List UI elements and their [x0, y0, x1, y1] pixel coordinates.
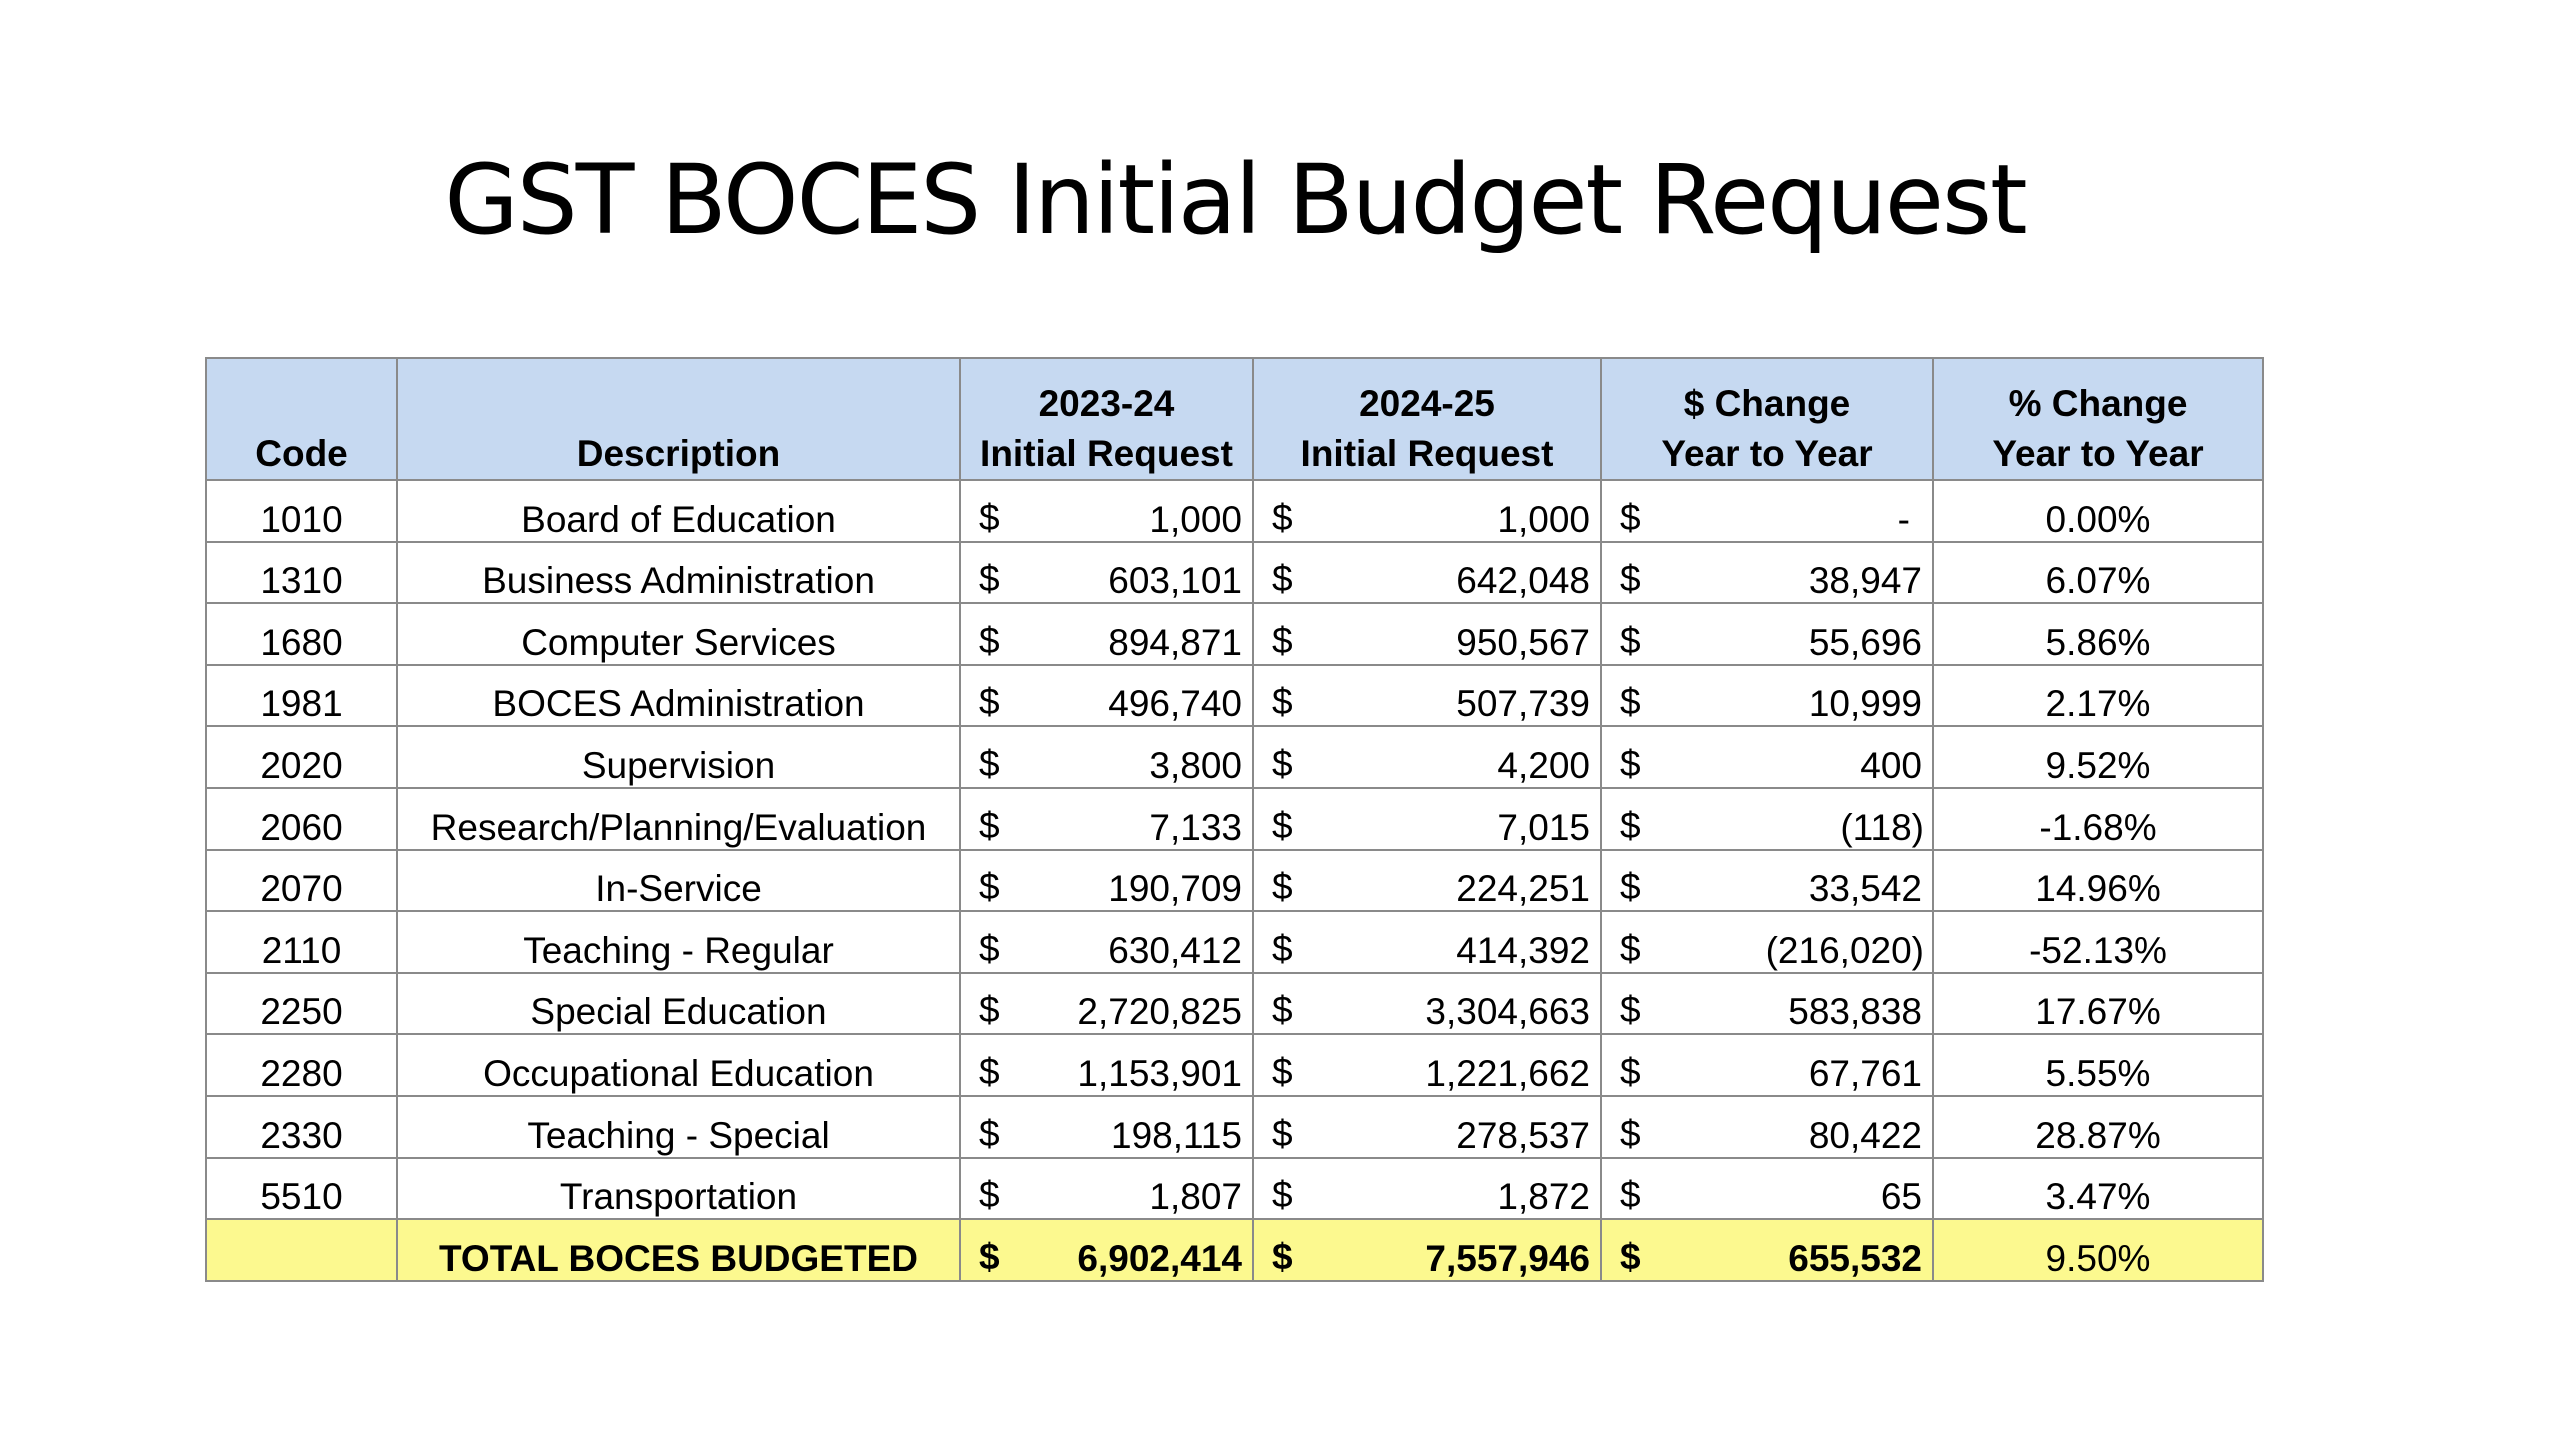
- cell-2023-24-value: 198,115: [1111, 1114, 1242, 1156]
- cell-percent-change: 5.86%: [1933, 603, 2263, 665]
- header-dollar-change: $ Change Year to Year: [1601, 358, 1933, 480]
- cell-code: 2110: [206, 911, 397, 973]
- cell-2024-25-value: 1,221,662: [1425, 1052, 1590, 1094]
- cell-dollar-change-value: 67,761: [1808, 1052, 1922, 1094]
- cell-2024-25-value: 1,872: [1497, 1176, 1590, 1218]
- currency-symbol: $: [979, 927, 1000, 969]
- cell-code: [206, 1219, 397, 1281]
- cell-2024-25: [1253, 665, 1601, 727]
- table-row: [206, 1096, 2263, 1158]
- table-row: [206, 480, 2263, 542]
- currency-symbol: $: [1272, 619, 1293, 661]
- cell-code: 2250: [206, 973, 397, 1035]
- cell-2024-25-value: 3,304,663: [1425, 991, 1590, 1033]
- currency-symbol: $: [1620, 804, 1641, 846]
- cell-2024-25: [1253, 850, 1601, 912]
- cell-percent-change: 6.07%: [1933, 542, 2263, 604]
- currency-symbol: $: [979, 619, 1000, 661]
- cell-dollar-change: [1601, 911, 1933, 973]
- currency-symbol: $: [979, 1174, 1000, 1216]
- currency-symbol: $: [1620, 1112, 1641, 1154]
- cell-dollar-change: [1601, 480, 1933, 542]
- currency-symbol: $: [1272, 558, 1293, 600]
- cell-percent-change: 9.50%: [1933, 1219, 2263, 1281]
- cell-code: 1310: [206, 542, 397, 604]
- cell-description: Occupational Education: [397, 1034, 960, 1096]
- currency-symbol: $: [1272, 1112, 1293, 1154]
- cell-percent-change: 0.00%: [1933, 480, 2263, 542]
- cell-2024-25: [1253, 1158, 1601, 1220]
- currency-symbol: $: [979, 742, 1000, 784]
- cell-dollar-change: [1601, 603, 1933, 665]
- currency-symbol: $: [979, 1050, 1000, 1092]
- cell-2024-25-value: 278,537: [1456, 1114, 1590, 1156]
- cell-2024-25-value: 7,557,946: [1425, 1237, 1590, 1279]
- cell-description: Supervision: [397, 726, 960, 788]
- cell-code: 1981: [206, 665, 397, 727]
- table-row: [206, 850, 2263, 912]
- cell-2023-24-value: 7,133: [1149, 806, 1242, 848]
- cell-2023-24-value: 894,871: [1108, 621, 1242, 663]
- currency-symbol: $: [1620, 927, 1641, 969]
- cell-2023-24-value: 2,720,825: [1077, 991, 1242, 1033]
- cell-percent-change: 2.17%: [1933, 665, 2263, 727]
- cell-2024-25: [1253, 542, 1601, 604]
- currency-symbol: $: [1272, 681, 1293, 723]
- cell-dollar-change-value: 583,838: [1788, 991, 1922, 1033]
- cell-2023-24: [960, 1034, 1253, 1096]
- currency-symbol: $: [1272, 1050, 1293, 1092]
- currency-symbol: $: [979, 866, 1000, 908]
- table-row: [206, 665, 2263, 727]
- cell-2023-24: [960, 1158, 1253, 1220]
- cell-2023-24: [960, 1096, 1253, 1158]
- currency-symbol: $: [1620, 1050, 1641, 1092]
- header-percent-change: % Change Year to Year: [1933, 358, 2263, 480]
- cell-dollar-change-value: 65: [1880, 1176, 1922, 1218]
- cell-dollar-change-value: 400: [1860, 744, 1922, 786]
- cell-2023-24: [960, 911, 1253, 973]
- cell-2024-25: [1253, 1096, 1601, 1158]
- cell-2023-24: [960, 973, 1253, 1035]
- cell-description: Teaching - Special: [397, 1096, 960, 1158]
- cell-description: BOCES Administration: [397, 665, 960, 727]
- cell-2023-24-value: 496,740: [1108, 683, 1242, 725]
- currency-symbol: $: [979, 496, 1000, 538]
- currency-symbol: $: [1620, 619, 1641, 661]
- currency-symbol: $: [1272, 1174, 1293, 1216]
- cell-2024-25: [1253, 603, 1601, 665]
- currency-symbol: $: [1272, 927, 1293, 969]
- currency-symbol: $: [979, 989, 1000, 1031]
- cell-dollar-change: [1601, 1158, 1933, 1220]
- currency-symbol: $: [1620, 1174, 1641, 1216]
- cell-percent-change: 28.87%: [1933, 1096, 2263, 1158]
- currency-symbol: $: [1620, 496, 1641, 538]
- cell-code: 2020: [206, 726, 397, 788]
- table-row: [206, 542, 2263, 604]
- cell-2024-25: [1253, 1034, 1601, 1096]
- header-row: [206, 358, 2263, 480]
- currency-symbol: $: [979, 804, 1000, 846]
- cell-description: In-Service: [397, 850, 960, 912]
- currency-symbol: $: [1620, 742, 1641, 784]
- cell-description: Board of Education: [397, 480, 960, 542]
- cell-dollar-change: [1601, 665, 1933, 727]
- currency-symbol: $: [1272, 1235, 1293, 1277]
- cell-dollar-change: [1601, 973, 1933, 1035]
- cell-description: Computer Services: [397, 603, 960, 665]
- cell-percent-change: 14.96%: [1933, 850, 2263, 912]
- table-row: [206, 1034, 2263, 1096]
- cell-percent-change: 5.55%: [1933, 1034, 2263, 1096]
- cell-dollar-change: [1601, 542, 1933, 604]
- table-row: [206, 788, 2263, 850]
- currency-symbol: $: [1620, 989, 1641, 1031]
- cell-2024-25: [1253, 973, 1601, 1035]
- cell-dollar-change-value: 10,999: [1808, 683, 1922, 725]
- cell-description: Research/Planning/Evaluation: [397, 788, 960, 850]
- cell-dollar-change: [1601, 726, 1933, 788]
- cell-2023-24-value: 603,101: [1108, 560, 1242, 602]
- cell-2023-24: [960, 1219, 1253, 1281]
- table-row: [206, 1158, 2263, 1220]
- currency-symbol: $: [1272, 496, 1293, 538]
- cell-description: Teaching - Regular: [397, 911, 960, 973]
- cell-dollar-change: [1601, 788, 1933, 850]
- cell-percent-change: -1.68%: [1933, 788, 2263, 850]
- currency-symbol: $: [1620, 866, 1641, 908]
- currency-symbol: $: [1620, 558, 1641, 600]
- cell-percent-change: 17.67%: [1933, 973, 2263, 1035]
- cell-2023-24: [960, 726, 1253, 788]
- currency-symbol: $: [1272, 742, 1293, 784]
- cell-dollar-change-value: 55,696: [1808, 621, 1922, 663]
- cell-percent-change: 3.47%: [1933, 1158, 2263, 1220]
- cell-2023-24: [960, 788, 1253, 850]
- cell-2024-25: [1253, 911, 1601, 973]
- currency-symbol: $: [979, 558, 1000, 600]
- cell-2024-25: [1253, 480, 1601, 542]
- cell-dollar-change-value: (118): [1840, 806, 1924, 848]
- header-2024-25: 2024-25 Initial Request: [1253, 358, 1601, 480]
- cell-percent-change: -52.13%: [1933, 911, 2263, 973]
- currency-symbol: $: [979, 1112, 1000, 1154]
- cell-2023-24-value: 6,902,414: [1077, 1237, 1242, 1279]
- cell-code: 2070: [206, 850, 397, 912]
- cell-2024-25-value: 414,392: [1456, 929, 1590, 971]
- cell-2024-25-value: 1,000: [1497, 498, 1590, 540]
- cell-code: 5510: [206, 1158, 397, 1220]
- cell-2023-24: [960, 850, 1253, 912]
- cell-2023-24-value: 190,709: [1108, 868, 1242, 910]
- cell-dollar-change-value: (216,020): [1765, 929, 1924, 971]
- cell-description: TOTAL BOCES BUDGETED: [397, 1219, 960, 1281]
- cell-2024-25: [1253, 788, 1601, 850]
- cell-2024-25-value: 224,251: [1456, 868, 1590, 910]
- currency-symbol: $: [1620, 681, 1641, 723]
- cell-code: 1680: [206, 603, 397, 665]
- cell-description: Business Administration: [397, 542, 960, 604]
- cell-2023-24: [960, 480, 1253, 542]
- cell-2024-25-value: 4,200: [1497, 744, 1590, 786]
- cell-2024-25: [1253, 1219, 1601, 1281]
- cell-code: 2280: [206, 1034, 397, 1096]
- header-code: Code: [206, 358, 397, 480]
- cell-description: Special Education: [397, 973, 960, 1035]
- cell-2023-24: [960, 665, 1253, 727]
- table-row: [206, 973, 2263, 1035]
- currency-symbol: $: [1272, 866, 1293, 908]
- cell-dollar-change-value: 38,947: [1808, 560, 1922, 602]
- cell-2023-24-value: 1,807: [1149, 1176, 1242, 1218]
- cell-dollar-change-value: 80,422: [1808, 1114, 1922, 1156]
- cell-2023-24: [960, 542, 1253, 604]
- cell-code: 1010: [206, 480, 397, 542]
- cell-dollar-change: [1601, 1034, 1933, 1096]
- cell-code: 2330: [206, 1096, 397, 1158]
- currency-symbol: $: [979, 1235, 1000, 1277]
- cell-2024-25-value: 642,048: [1456, 560, 1590, 602]
- cell-2024-25: [1253, 726, 1601, 788]
- table-row: [206, 911, 2263, 973]
- cell-2023-24-value: 3,800: [1149, 744, 1242, 786]
- cell-dollar-change: [1601, 1096, 1933, 1158]
- cell-dollar-change-value: 655,532: [1788, 1237, 1922, 1279]
- cell-2023-24-value: 1,153,901: [1077, 1052, 1242, 1094]
- header-2023-24: 2023-24 Initial Request: [960, 358, 1253, 480]
- table-row: [206, 603, 2263, 665]
- cell-dollar-change-value: -: [1897, 498, 1910, 540]
- total-row: [206, 1219, 2263, 1281]
- header-description: Description: [397, 358, 960, 480]
- table-row: [206, 726, 2263, 788]
- cell-2023-24-value: 1,000: [1149, 498, 1242, 540]
- slide-title: GST BOCES Initial Budget Request: [444, 144, 2026, 256]
- cell-2023-24-value: 630,412: [1108, 929, 1242, 971]
- currency-symbol: $: [1620, 1235, 1641, 1277]
- cell-2024-25-value: 7,015: [1497, 806, 1590, 848]
- cell-code: 2060: [206, 788, 397, 850]
- cell-dollar-change: [1601, 850, 1933, 912]
- currency-symbol: $: [1272, 989, 1293, 1031]
- cell-dollar-change: [1601, 1219, 1933, 1281]
- currency-symbol: $: [979, 681, 1000, 723]
- budget-table: [205, 357, 2264, 1282]
- currency-symbol: $: [1272, 804, 1293, 846]
- cell-2024-25-value: 950,567: [1456, 621, 1590, 663]
- cell-dollar-change-value: 33,542: [1808, 868, 1922, 910]
- cell-percent-change: 9.52%: [1933, 726, 2263, 788]
- cell-description: Transportation: [397, 1158, 960, 1220]
- cell-2023-24: [960, 603, 1253, 665]
- cell-2024-25-value: 507,739: [1456, 683, 1590, 725]
